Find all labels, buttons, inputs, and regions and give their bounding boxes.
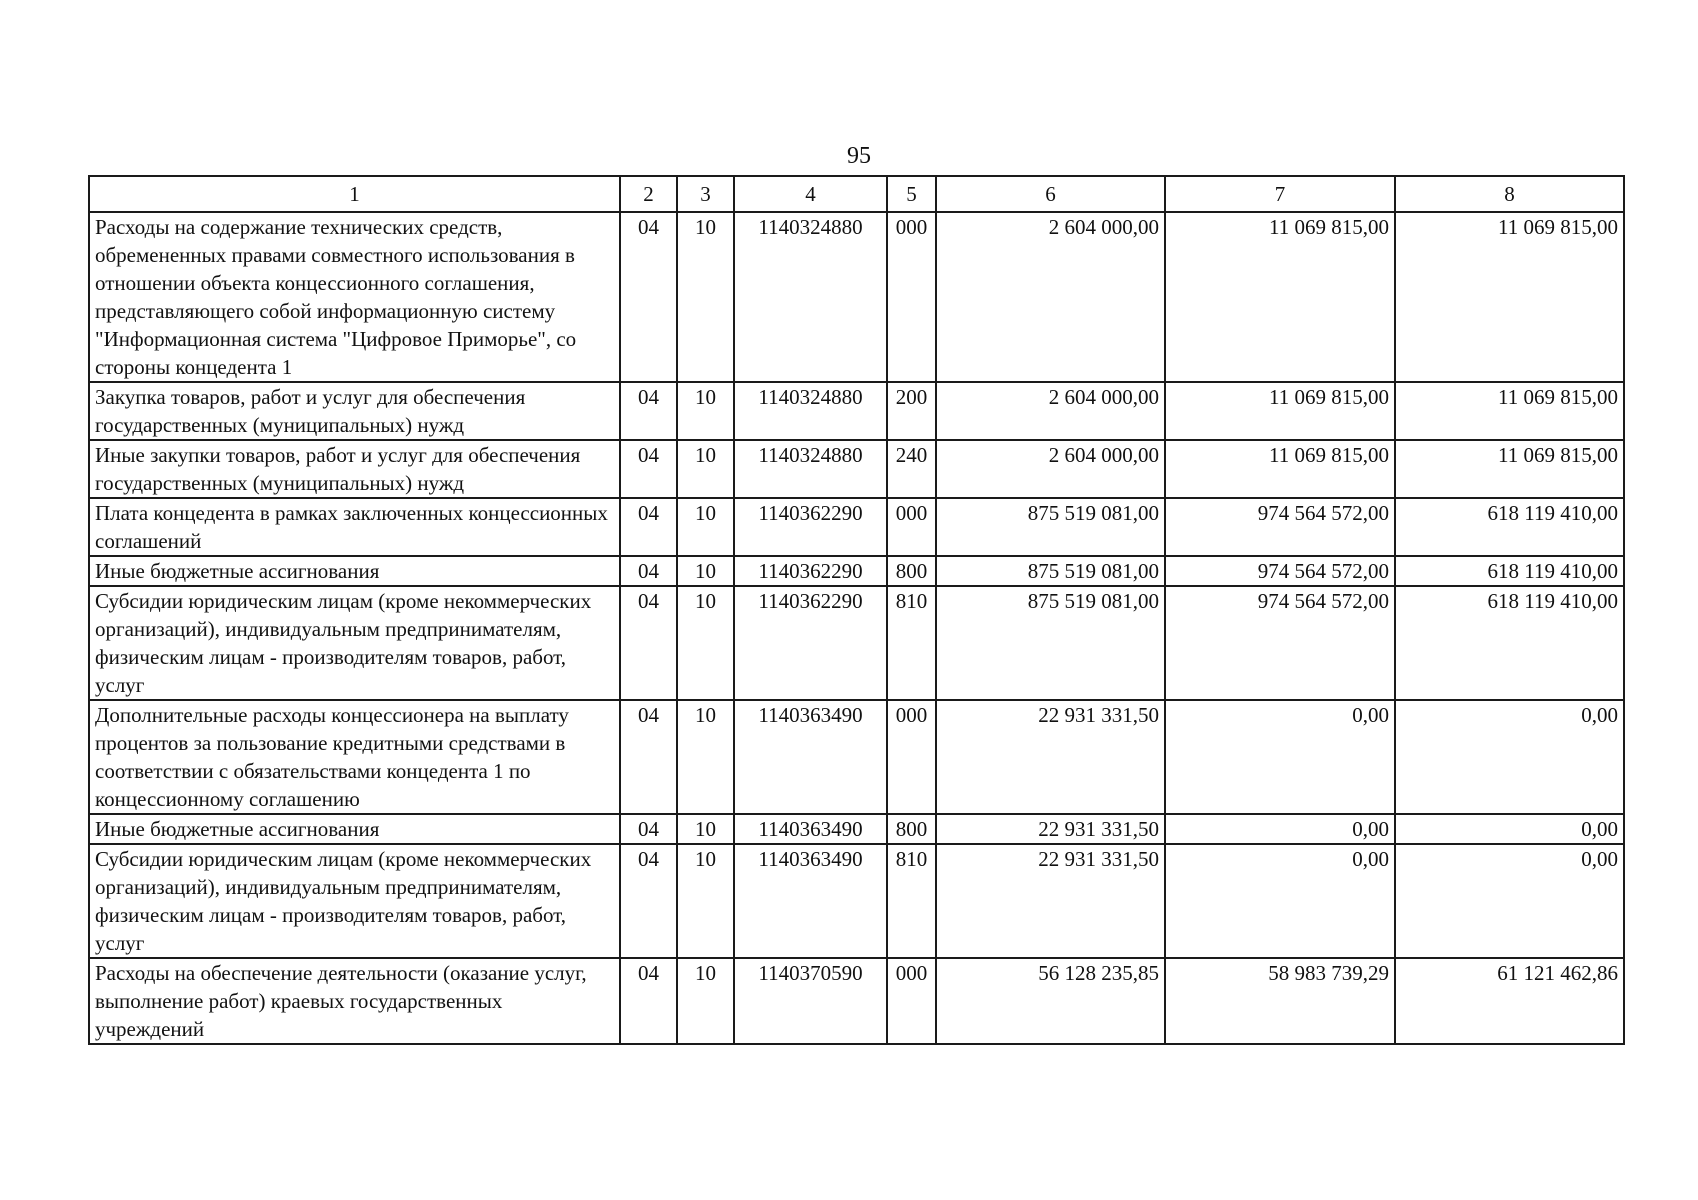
header-col-6: 6	[936, 176, 1165, 212]
table-row	[89, 556, 1624, 586]
row-expense-type-code: 240	[887, 440, 936, 498]
row-amount-col-6: 2 604 000,00	[936, 212, 1165, 382]
table-row	[89, 844, 1624, 958]
row-name: Дополнительные расходы концессионера на выплату процентов за пользование кредитными средствами в соответствии с обязательствами концедента 1 по концессионному соглашению	[89, 700, 620, 814]
row-amount-col-8: 11 069 815,00	[1395, 212, 1624, 382]
row-expense-type-code: 200	[887, 382, 936, 440]
row-subsection-code: 10	[677, 700, 734, 814]
header-col-3: 3	[677, 176, 734, 212]
row-section-code: 04	[620, 586, 677, 700]
row-section-code: 04	[620, 212, 677, 382]
header-col-8: 8	[1395, 176, 1624, 212]
row-subsection-code: 10	[677, 212, 734, 382]
row-amount-col-7: 0,00	[1165, 814, 1395, 844]
row-amount-col-6: 22 931 331,50	[936, 814, 1165, 844]
row-amount-col-8: 11 069 815,00	[1395, 440, 1624, 498]
row-section-code: 04	[620, 958, 677, 1044]
row-name: Расходы на содержание технических средств, обремененных правами совместного использования в отношении объекта концессионного соглашения, представляющего собой информационную систему "Информационная система "Цифровое Приморье", со стороны концедента 1	[89, 212, 620, 382]
row-amount-col-7: 11 069 815,00	[1165, 382, 1395, 440]
row-name: Субсидии юридическим лицам (кроме некоммерческих организаций), индивидуальным предпринимателям, физическим лицам - производителям товаров, работ, услуг	[89, 844, 620, 958]
row-section-code: 04	[620, 440, 677, 498]
row-amount-col-6: 22 931 331,50	[936, 700, 1165, 814]
row-amount-col-6: 2 604 000,00	[936, 382, 1165, 440]
row-section-code: 04	[620, 700, 677, 814]
row-section-code: 04	[620, 814, 677, 844]
row-amount-col-8: 61 121 462,86	[1395, 958, 1624, 1044]
table-row	[89, 700, 1624, 814]
row-amount-col-6: 22 931 331,50	[936, 844, 1165, 958]
row-section-code: 04	[620, 498, 677, 556]
row-amount-col-8: 618 119 410,00	[1395, 586, 1624, 700]
row-target-article-code: 1140324880	[734, 212, 887, 382]
row-subsection-code: 10	[677, 498, 734, 556]
row-expense-type-code: 800	[887, 814, 936, 844]
row-name: Субсидии юридическим лицам (кроме некоммерческих организаций), индивидуальным предпринимателям, физическим лицам - производителям товаров, работ, услуг	[89, 586, 620, 700]
row-amount-col-6: 875 519 081,00	[936, 586, 1165, 700]
row-expense-type-code: 000	[887, 498, 936, 556]
row-expense-type-code: 810	[887, 844, 936, 958]
row-subsection-code: 10	[677, 382, 734, 440]
header-col-4: 4	[734, 176, 887, 212]
row-expense-type-code: 000	[887, 958, 936, 1044]
table-row	[89, 212, 1624, 382]
row-amount-col-7: 974 564 572,00	[1165, 586, 1395, 700]
row-subsection-code: 10	[677, 586, 734, 700]
row-name: Расходы на обеспечение деятельности (оказание услуг, выполнение работ) краевых государственных учреждений	[89, 958, 620, 1044]
table-header	[89, 176, 1624, 212]
row-subsection-code: 10	[677, 440, 734, 498]
row-amount-col-8: 618 119 410,00	[1395, 498, 1624, 556]
row-expense-type-code: 000	[887, 212, 936, 382]
row-name: Иные закупки товаров, работ и услуг для обеспечения государственных (муниципальных) нужд	[89, 440, 620, 498]
row-amount-col-7: 0,00	[1165, 844, 1395, 958]
row-target-article-code: 1140363490	[734, 814, 887, 844]
row-amount-col-8: 0,00	[1395, 844, 1624, 958]
row-amount-col-6: 56 128 235,85	[936, 958, 1165, 1044]
header-col-5: 5	[887, 176, 936, 212]
table-row	[89, 440, 1624, 498]
row-subsection-code: 10	[677, 958, 734, 1044]
row-name: Закупка товаров, работ и услуг для обеспечения государственных (муниципальных) нужд	[89, 382, 620, 440]
page-number: 95	[847, 143, 871, 169]
row-subsection-code: 10	[677, 556, 734, 586]
header-col-2: 2	[620, 176, 677, 212]
row-amount-col-8: 0,00	[1395, 700, 1624, 814]
row-amount-col-7: 974 564 572,00	[1165, 498, 1395, 556]
header-row	[89, 176, 1624, 212]
table-row	[89, 498, 1624, 556]
row-subsection-code: 10	[677, 844, 734, 958]
table-body	[89, 212, 1624, 1044]
table-row	[89, 958, 1624, 1044]
budget-table	[88, 175, 1625, 1045]
row-target-article-code: 1140362290	[734, 586, 887, 700]
row-amount-col-8: 618 119 410,00	[1395, 556, 1624, 586]
row-amount-col-6: 2 604 000,00	[936, 440, 1165, 498]
row-target-article-code: 1140324880	[734, 440, 887, 498]
row-section-code: 04	[620, 382, 677, 440]
row-amount-col-8: 11 069 815,00	[1395, 382, 1624, 440]
row-target-article-code: 1140370590	[734, 958, 887, 1044]
row-amount-col-8: 0,00	[1395, 814, 1624, 844]
row-amount-col-7: 11 069 815,00	[1165, 440, 1395, 498]
row-subsection-code: 10	[677, 814, 734, 844]
row-expense-type-code: 810	[887, 586, 936, 700]
header-col-1: 1	[89, 176, 620, 212]
row-target-article-code: 1140362290	[734, 556, 887, 586]
row-amount-col-7: 58 983 739,29	[1165, 958, 1395, 1044]
header-col-7: 7	[1165, 176, 1395, 212]
row-target-article-code: 1140363490	[734, 700, 887, 814]
row-section-code: 04	[620, 844, 677, 958]
row-expense-type-code: 800	[887, 556, 936, 586]
table-row	[89, 382, 1624, 440]
row-amount-col-7: 11 069 815,00	[1165, 212, 1395, 382]
row-name: Иные бюджетные ассигнования	[89, 814, 620, 844]
row-name: Иные бюджетные ассигнования	[89, 556, 620, 586]
row-amount-col-7: 974 564 572,00	[1165, 556, 1395, 586]
row-amount-col-6: 875 519 081,00	[936, 498, 1165, 556]
row-expense-type-code: 000	[887, 700, 936, 814]
row-amount-col-6: 875 519 081,00	[936, 556, 1165, 586]
row-amount-col-7: 0,00	[1165, 700, 1395, 814]
table-row	[89, 586, 1624, 700]
row-section-code: 04	[620, 556, 677, 586]
table-row	[89, 814, 1624, 844]
row-target-article-code: 1140362290	[734, 498, 887, 556]
row-target-article-code: 1140324880	[734, 382, 887, 440]
row-name: Плата концедента в рамках заключенных концессионных соглашений	[89, 498, 620, 556]
row-target-article-code: 1140363490	[734, 844, 887, 958]
